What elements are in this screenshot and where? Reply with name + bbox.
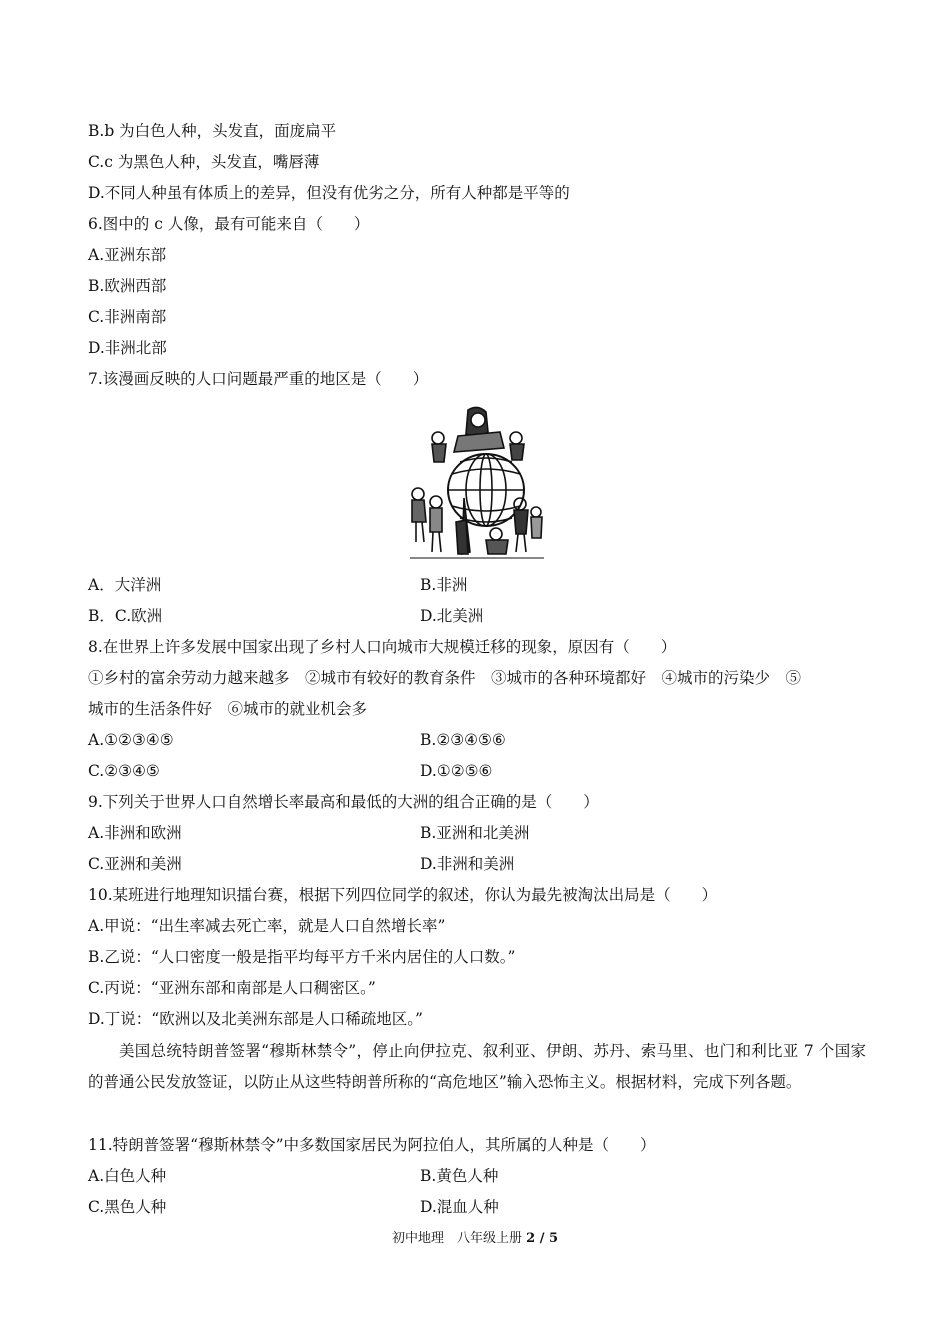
q5-option-d: D.不同人种虽有体质上的差异，但没有优劣之分，所有人种都是平等的 xyxy=(88,184,570,202)
q5-option-b: B.b 为白色人种，头发直，面庞扁平 xyxy=(88,122,337,140)
q8-items-line-1: ①乡村的富余劳动力越来越多 ②城市有较好的教育条件 ③城市的各种环境都好 ④城市的污染少 ⑤ xyxy=(88,669,802,687)
q6-option-b: B.欧洲西部 xyxy=(88,277,167,295)
q7-option-a: A．大洋洲 xyxy=(88,576,162,594)
q6-option-a: A.亚洲东部 xyxy=(88,246,167,264)
population-cartoon-illustration xyxy=(408,402,546,562)
q9-option-d: D.非洲和美洲 xyxy=(420,855,515,873)
q9-option-a: A.非洲和欧洲 xyxy=(88,824,182,842)
reading-material-paragraph: 美国总统特朗普签署“穆斯林禁令”，停止向伊拉克、叙利亚、伊朗、苏丹、索马里、也门和利比亚 7 个国家的普通公民发放签证，以防止从这些特朗普所称的“高危地区”输入恐怖主义。根据材料，完成下列各题。 xyxy=(88,1042,866,1091)
q8-option-d: D.①②⑤⑥ xyxy=(420,762,493,780)
q7-option-b: B.非洲 xyxy=(420,576,468,594)
q11-stem: 11.特朗普签署“穆斯林禁令”中多数国家居民为阿拉伯人，其所属的人种是（ ） xyxy=(88,1136,656,1154)
q10-option-a: A.甲说：“出生率减去死亡率，就是人口自然增长率” xyxy=(88,917,446,935)
q11-option-c: C.黑色人种 xyxy=(88,1198,167,1216)
q7-option-d: D.北美洲 xyxy=(420,607,484,625)
page-number: 2 / 5 xyxy=(526,1231,559,1246)
q10-stem: 10.某班进行地理知识擂台赛，根据下列四位同学的叙述，你认为最先被淘汰出局是（ ） xyxy=(88,886,718,904)
q8-option-c: C.②③④⑤ xyxy=(88,762,160,780)
q8-option-a: A.①②③④⑤ xyxy=(88,731,174,749)
q7-option-c: B．C.欧洲 xyxy=(88,607,163,625)
q6-option-c: C.非洲南部 xyxy=(88,308,167,326)
q11-option-a: A.白色人种 xyxy=(88,1167,167,1185)
q6-stem: 6.图中的 c 人像，最有可能来自（ ） xyxy=(88,215,370,233)
q10-option-c: C.丙说：“亚洲东部和南部是人口稠密区。” xyxy=(88,979,376,997)
q8-stem: 8.在世界上许多发展中国家出现了乡村人口向城市大规模迁移的现象，原因有（ ） xyxy=(88,638,677,656)
q8-option-b: B.②③④⑤⑥ xyxy=(420,731,506,749)
q5-option-c: C.c 为黑色人种，头发直，嘴唇薄 xyxy=(88,153,320,171)
q9-stem: 9.下列关于世界人口自然增长率最高和最低的大洲的组合正确的是（ ） xyxy=(88,793,599,811)
q11-option-b: B.黄色人种 xyxy=(420,1167,499,1185)
q10-option-d: D.丁说：“欧洲以及北美洲东部是人口稀疏地区。” xyxy=(88,1010,423,1028)
q11-option-d: D.混血人种 xyxy=(420,1198,499,1216)
q9-option-b: B.亚洲和北美洲 xyxy=(420,824,530,842)
q6-option-d: D.非洲北部 xyxy=(88,339,167,357)
page-footer xyxy=(0,1230,950,1248)
q9-option-c: C.亚洲和美洲 xyxy=(88,855,182,873)
q10-option-b: B.乙说：“人口密度一般是指平均每平方千米内居住的人口数。” xyxy=(88,948,516,966)
q8-items-line-2: 城市的生活条件好 ⑥城市的就业机会多 xyxy=(88,700,368,718)
footer-label: 初中地理 八年级上册 xyxy=(391,1231,522,1246)
q7-stem: 7.该漫画反映的人口问题最严重的地区是（ ） xyxy=(88,370,429,388)
